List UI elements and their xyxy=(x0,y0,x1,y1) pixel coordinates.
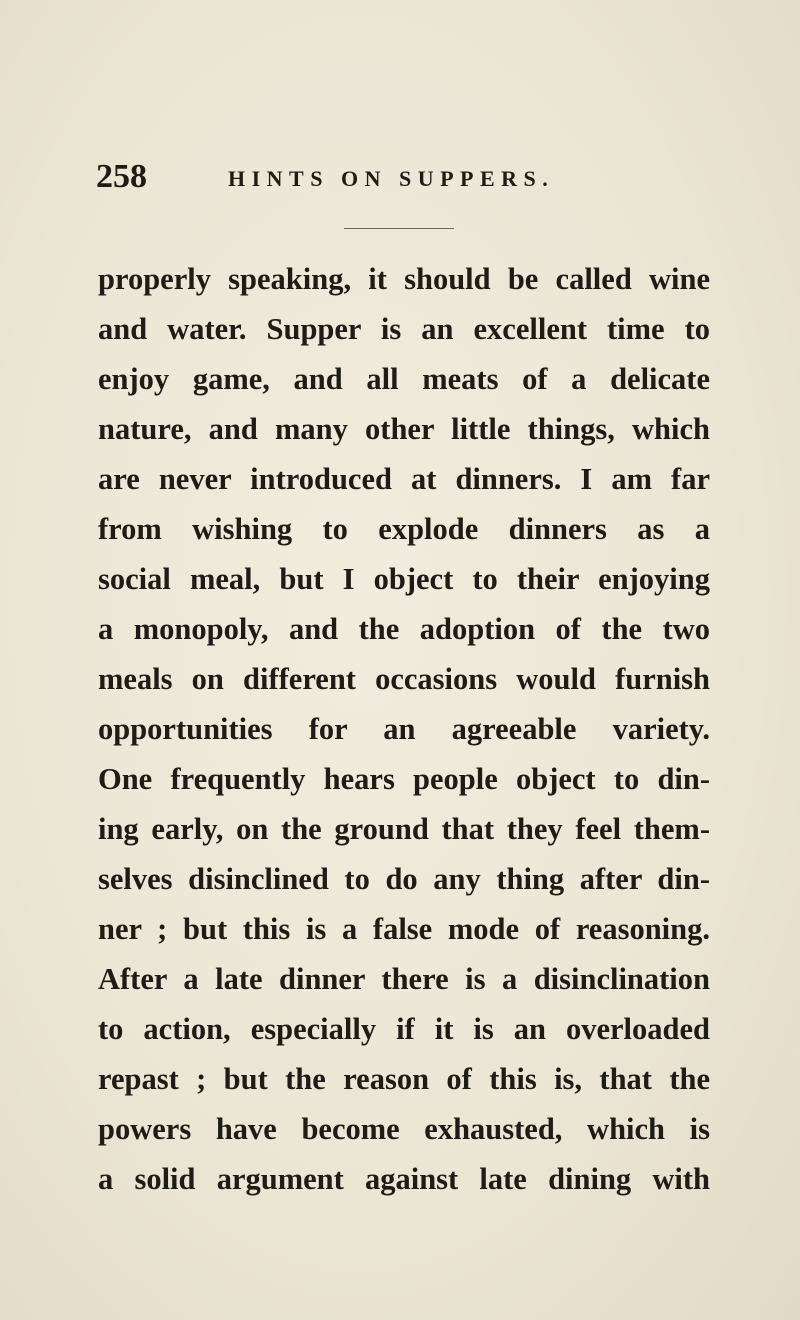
text-line: opportunities for an agreeable variety. xyxy=(98,712,710,746)
text-line: a monopoly, and the adoption of the two xyxy=(98,612,710,646)
body-text xyxy=(98,254,710,1204)
text-line: ner ; but this is a false mode of reasoning. xyxy=(98,912,710,946)
header-rule xyxy=(344,228,454,229)
text-line: repast ; but the reason of this is, that the xyxy=(98,1062,710,1096)
text-line: meals on different occasions would furnish xyxy=(98,662,710,696)
text-line: enjoy game, and all meats of a delicate xyxy=(98,362,710,396)
text-line: After a late dinner there is a disinclination xyxy=(98,962,710,996)
text-line: are never introduced at dinners. I am far xyxy=(98,462,710,496)
page-number: 258 xyxy=(96,158,147,195)
text-line: to action, especially if it is an overloaded xyxy=(98,1012,710,1046)
text-line: ing early, on the ground that they feel them- xyxy=(98,812,710,846)
text-line: One frequently hears people object to din- xyxy=(98,762,710,796)
text-line: selves disinclined to do any thing after din- xyxy=(98,862,710,896)
running-head: HINTS ON SUPPERS. xyxy=(228,166,555,191)
text-line: properly speaking, it should be called wine xyxy=(98,262,710,296)
text-line: and water. Supper is an excellent time to xyxy=(98,312,710,346)
text-line: social meal, but I object to their enjoying xyxy=(98,562,710,596)
text-line: a solid argument against late dining with xyxy=(98,1162,710,1196)
text-line: from wishing to explode dinners as a xyxy=(98,512,710,546)
text-line: nature, and many other little things, which xyxy=(98,412,710,446)
text-line: powers have become exhausted, which is xyxy=(98,1112,710,1146)
